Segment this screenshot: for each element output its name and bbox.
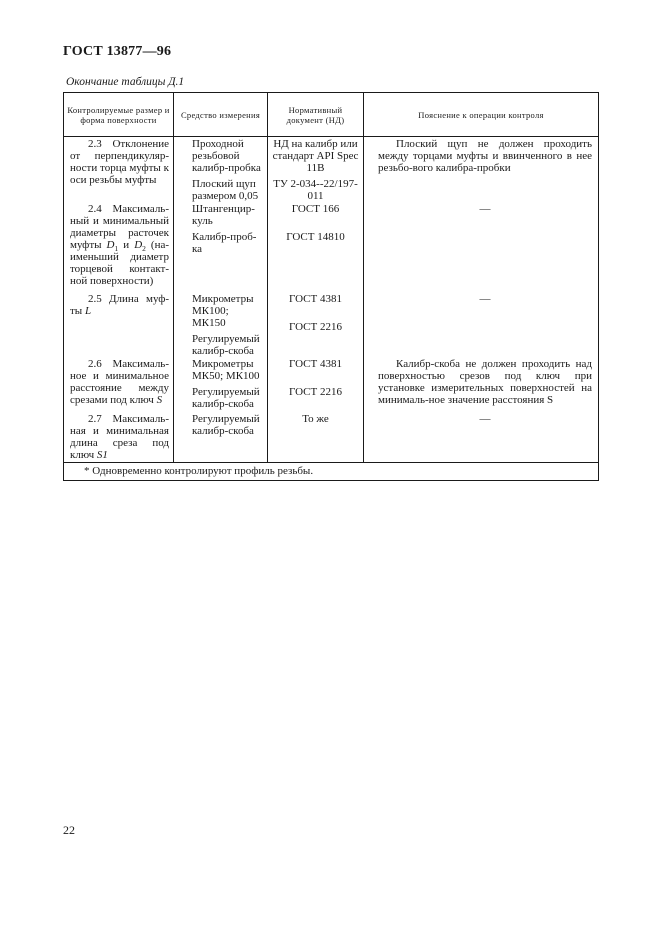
symbol-s1: S1 bbox=[96, 449, 108, 461]
control-table bbox=[63, 92, 599, 481]
instrument-text: Плоский щуп размером 0,05 bbox=[192, 178, 259, 202]
table-row bbox=[64, 412, 599, 462]
parameter-text: 2.5 Длина муф-ты bbox=[70, 293, 169, 317]
parameter-text: (на-именьший диаметр торцевой контакт-ной поверхности) bbox=[70, 239, 170, 287]
table-row bbox=[64, 292, 599, 357]
document-text: То же bbox=[302, 413, 329, 425]
instrument-text: Проходной резьбовой калибр-пробка bbox=[192, 138, 261, 174]
instrument-cell bbox=[174, 202, 268, 292]
instrument-text: Штангенцир-куль bbox=[192, 203, 255, 227]
instrument-cell bbox=[174, 292, 268, 357]
document-id: ГОСТ 13877—96 bbox=[63, 44, 172, 59]
symbol-d2-subscript: 2 bbox=[142, 244, 146, 254]
document-text: ТУ 2-034--22/197-011 bbox=[273, 178, 358, 202]
page-number: 22 bbox=[63, 823, 75, 837]
column-header-document: Нормативный документ (НД) bbox=[268, 93, 364, 137]
note-dash: — bbox=[479, 413, 491, 425]
table-caption: Окончание таблицы Д.1 bbox=[66, 76, 185, 88]
symbol-d2: D bbox=[134, 239, 143, 251]
document-text: ГОСТ 4381 bbox=[289, 358, 342, 370]
document-text: НД на калибр или стандарт API Spec 11B bbox=[272, 138, 359, 174]
instrument-cell bbox=[174, 412, 268, 462]
note-cell: Калибр-скоба не должен проходить над поверхностью срезов под ключ при установке измерительных поверхностей на минималь-ное значение расстояния S bbox=[364, 357, 599, 412]
document-cell bbox=[268, 292, 364, 357]
document-text: ГОСТ 2216 bbox=[289, 321, 342, 333]
symbol-d1: D bbox=[106, 239, 115, 251]
note-dash: — bbox=[479, 203, 491, 215]
column-header-note: Пояснение к операции контроля bbox=[364, 93, 599, 137]
parameter-cell bbox=[64, 412, 174, 462]
table-row bbox=[64, 137, 599, 203]
parameter-cell bbox=[64, 357, 174, 412]
document-text: ГОСТ 166 bbox=[291, 203, 340, 215]
table-header-row bbox=[64, 93, 599, 137]
note-cell: Плоский щуп не должен проходить между торцами муфты и ввинченного в нее резьбо-вого калибра-пробки bbox=[364, 137, 599, 203]
document-text: ГОСТ 2216 bbox=[289, 386, 342, 398]
instrument-cell bbox=[174, 357, 268, 412]
document-cell bbox=[268, 357, 364, 412]
document-text: ГОСТ 4381 bbox=[289, 293, 342, 305]
parameter-text: 2.4 Максималь-ный и минимальный диаметры расточек муфты bbox=[70, 203, 169, 251]
table-row bbox=[64, 202, 599, 292]
parameter-cell bbox=[64, 202, 174, 292]
parameter-cell bbox=[64, 292, 174, 357]
column-header-instrument: Средство измерения bbox=[174, 93, 268, 137]
parameter-cell: 2.3 Отклонение от перпендикуляр-ности торца муфты к оси резьбы муфты bbox=[64, 137, 174, 203]
symbol-d1-subscript: 1 bbox=[114, 244, 119, 254]
note-dash: — bbox=[479, 293, 491, 305]
instrument-text: Калибр-проб-ка bbox=[192, 231, 257, 255]
document-text: ГОСТ 14810 bbox=[286, 231, 345, 243]
instrument-text: Регулируемый калибр-скоба bbox=[192, 413, 260, 437]
footnote: * Одновременно контролируют профиль резьбы. bbox=[64, 462, 599, 480]
conjunction-text: и bbox=[118, 239, 135, 251]
instrument-text: Микрометры МК100; МК150 bbox=[192, 293, 254, 329]
note-cell bbox=[364, 202, 599, 292]
column-header-parameter: Контролируемые размер и форма поверхности bbox=[64, 93, 174, 137]
note-cell bbox=[364, 412, 599, 462]
instrument-text: Микрометры МК50; МК100 bbox=[192, 358, 260, 382]
instrument-text: Регулируемый калибр-скоба bbox=[192, 386, 260, 410]
footnote-row bbox=[64, 462, 599, 480]
table-row bbox=[64, 357, 599, 412]
symbol-l: L bbox=[84, 305, 92, 317]
document-cell bbox=[268, 137, 364, 203]
instrument-text: Регулируемый калибр-скоба bbox=[192, 333, 260, 357]
instrument-cell bbox=[174, 137, 268, 203]
document-cell bbox=[268, 202, 364, 292]
symbol-s: S bbox=[156, 394, 163, 406]
document-cell bbox=[268, 412, 364, 462]
parameter-text: 2.6 Максималь-ное и минимальное расстояние между срезами под ключ bbox=[70, 358, 169, 406]
parameter-text: 2.7 Максималь-ная и минимальная длина среза под ключ bbox=[70, 413, 169, 461]
note-cell bbox=[364, 292, 599, 357]
